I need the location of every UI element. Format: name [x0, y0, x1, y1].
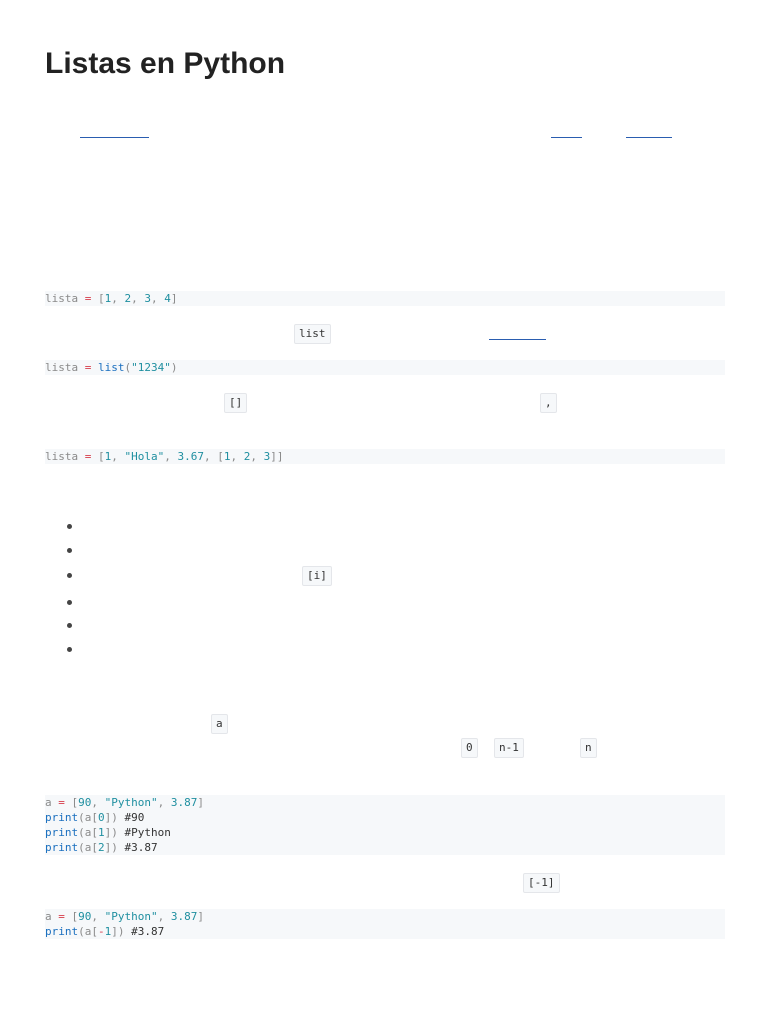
code-line	[45, 909, 725, 924]
code-token: 3	[144, 292, 151, 305]
code-token: ]	[197, 796, 204, 809]
code-token: (a[	[78, 826, 98, 839]
code-token: ,	[131, 292, 145, 305]
code-token: ,	[111, 450, 125, 463]
code-token: ,	[157, 796, 171, 809]
code-token: 1	[98, 826, 105, 839]
code-token: #3.87	[124, 925, 165, 938]
code-token: (a[	[78, 841, 98, 854]
code-token: ,	[250, 450, 264, 463]
code-token: a	[45, 910, 52, 923]
code-line	[45, 449, 725, 464]
code-token	[91, 361, 98, 374]
code-token: ,	[91, 796, 105, 809]
code-token: ]]	[270, 450, 284, 463]
bullet-marker	[67, 524, 72, 529]
code-token: 3	[263, 450, 271, 463]
code-token: [	[217, 450, 224, 463]
code-token: lista	[45, 450, 79, 463]
code-token: =	[84, 292, 92, 305]
code-token: #3.87	[117, 841, 158, 854]
code-token: 1	[223, 450, 231, 463]
bullet-marker	[67, 623, 72, 628]
code-token: =	[84, 361, 92, 374]
code-token	[78, 292, 85, 305]
code-token	[78, 450, 85, 463]
inline-code-brackets: []	[224, 393, 247, 413]
code-token: #90	[117, 811, 145, 824]
code-token: "Hola"	[124, 450, 165, 463]
code-token: [	[98, 450, 105, 463]
code-token: ])	[104, 826, 118, 839]
inline-code-var-a: a	[211, 714, 228, 734]
code-token: [	[71, 910, 79, 923]
code-token: ,	[157, 910, 171, 923]
code-token: [	[71, 796, 79, 809]
code-line	[45, 291, 725, 306]
code-token: =	[84, 450, 92, 463]
code-token	[65, 796, 72, 809]
code-line	[45, 795, 725, 810]
code-token	[91, 292, 98, 305]
code-token: ])	[111, 925, 125, 938]
code-token: [	[98, 292, 105, 305]
code-token: ])	[104, 811, 118, 824]
code-token: "Python"	[104, 910, 158, 923]
code-token: 90	[78, 910, 92, 923]
code-token: =	[58, 910, 65, 923]
intro-link-3[interactable]	[626, 137, 672, 138]
code-token: ,	[230, 450, 244, 463]
code-token: 2	[98, 841, 105, 854]
code-token: 3.87	[170, 910, 198, 923]
code-block-negative-index	[45, 909, 725, 939]
page-title: Listas en Python	[45, 47, 286, 80]
inline-code-index-i: [i]	[302, 566, 332, 586]
paragraph-link[interactable]	[489, 339, 546, 340]
code-token: ,	[151, 292, 165, 305]
code-token: print	[45, 925, 79, 938]
code-token: (a[	[78, 811, 98, 824]
code-token: 0	[98, 811, 105, 824]
code-token: ,	[164, 450, 178, 463]
inline-code-n-minus-1: n-1	[494, 738, 524, 758]
code-token: "1234"	[131, 361, 171, 374]
code-token: ]	[197, 910, 204, 923]
inline-code-n: n	[580, 738, 597, 758]
code-token: print	[45, 811, 79, 824]
inline-code-zero: 0	[461, 738, 478, 758]
code-token: (a[	[78, 925, 98, 938]
code-token	[91, 450, 98, 463]
intro-link-2[interactable]	[551, 137, 582, 138]
code-line	[45, 810, 725, 825]
code-token	[65, 910, 72, 923]
code-line	[45, 360, 725, 375]
code-token: a	[45, 796, 52, 809]
inline-code-neg-one: [-1]	[523, 873, 560, 893]
code-token: ,	[111, 292, 125, 305]
code-token: ,	[91, 910, 105, 923]
code-token: 2	[124, 292, 132, 305]
code-token: 1	[104, 292, 112, 305]
code-token	[78, 361, 85, 374]
code-token: print	[45, 841, 79, 854]
code-token: 1	[104, 925, 112, 938]
code-token: 2	[243, 450, 251, 463]
code-token: lista	[45, 292, 79, 305]
code-token: 3.67	[177, 450, 204, 463]
code-token: ])	[104, 841, 118, 854]
code-token: )	[170, 361, 178, 374]
code-token: print	[45, 826, 79, 839]
code-block-mixed-list	[45, 449, 725, 464]
code-line	[45, 924, 725, 939]
inline-code-comma: ,	[540, 393, 557, 413]
code-token: (	[124, 361, 132, 374]
code-token: 90	[78, 796, 92, 809]
code-token: ,	[204, 450, 218, 463]
bullet-marker	[67, 573, 72, 578]
code-block-list-constructor	[45, 360, 725, 375]
code-token: 4	[164, 292, 171, 305]
code-block-list-literal	[45, 291, 725, 306]
code-token: 1	[104, 450, 112, 463]
bullet-marker	[67, 647, 72, 652]
code-token: =	[58, 796, 65, 809]
code-block-indexing	[45, 795, 725, 855]
inline-code-list: list	[294, 324, 331, 344]
bullet-marker	[67, 548, 72, 553]
code-token: -	[98, 925, 105, 938]
code-token: ]	[170, 292, 178, 305]
bullet-marker	[67, 600, 72, 605]
code-line	[45, 825, 725, 840]
code-line	[45, 840, 725, 855]
code-token: 3.87	[170, 796, 198, 809]
code-token: "Python"	[104, 796, 158, 809]
intro-link[interactable]	[80, 137, 149, 138]
code-token: list	[98, 361, 125, 374]
code-token: lista	[45, 361, 79, 374]
code-token: #Python	[117, 826, 171, 839]
